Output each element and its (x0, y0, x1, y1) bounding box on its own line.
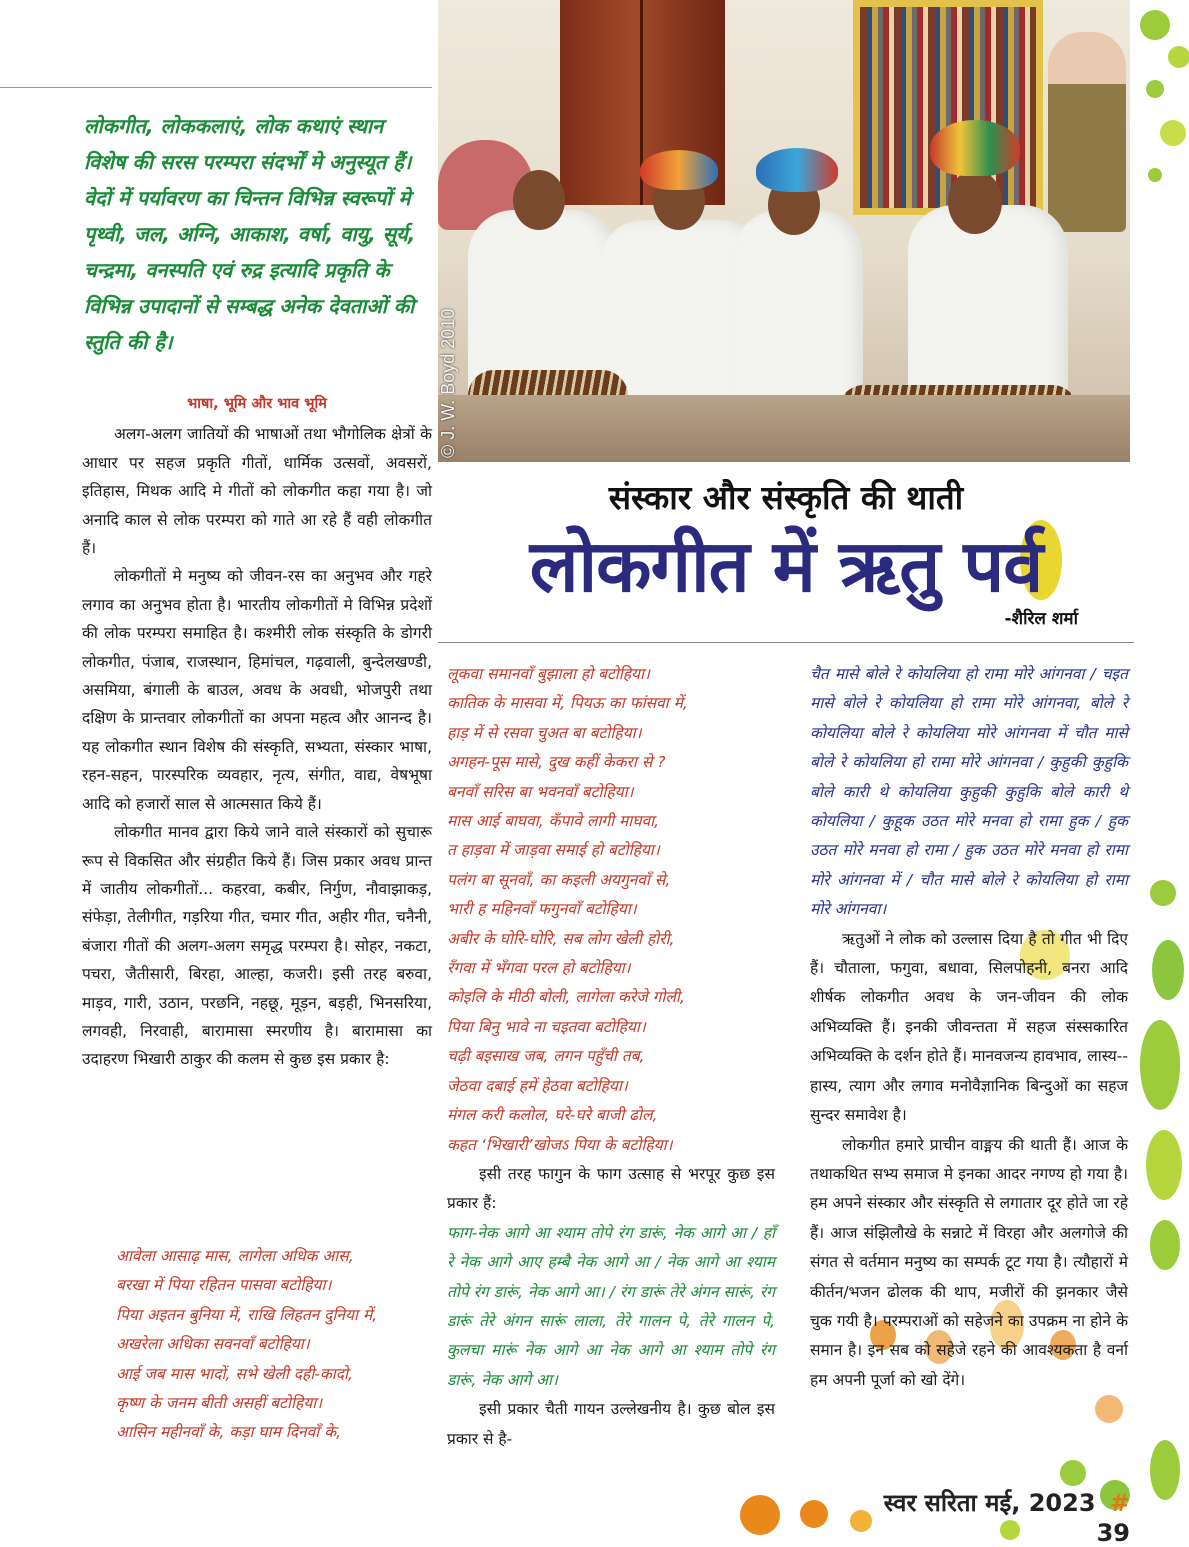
verse-line: कातिक के मासवा में, पियऊ का फांसवा में, (447, 694, 688, 713)
article-title: लोकगीत में ऋतु पर्व (529, 524, 1043, 608)
floor-rug (438, 395, 1130, 462)
verse-line: अखरेला अधिका सवनवाँ बटोहिया। (116, 1335, 310, 1354)
turban (756, 148, 838, 192)
hash-symbol: # (1109, 1489, 1130, 1517)
woman-figure (1048, 32, 1126, 232)
turban (640, 150, 718, 190)
verse-line: पिया बिनु भावे ना चइतवा बटोहिया। (447, 1017, 646, 1036)
left-paragraph-1: अलग-अलग जातियों की भाषाओं तथा भौगोलिक क्षेत्रों के आधार पर सहज प्रकृति गीतों, धार्मिक उत्सवों, अवसरों, इतिहास, मिथक आदि मे गीतों को लोकगीत कहा गया है। जो अनादि काल से लोक परम्परा को गाते आ रहे हैं वही लोकगीत हैं। (82, 425, 432, 558)
fagun-intro-paragraph: इसी तरह फागुन के फाग उत्साह से भरपूर कुछ इस प्रकार हैं: (447, 1164, 775, 1213)
top-divider (0, 87, 432, 88)
baramasa-verse-continued (447, 660, 775, 1160)
verse-line: भारी ह महिनवाँ फगुनवाँ बटोहिया। (447, 900, 637, 919)
left-column (82, 390, 432, 1074)
chaiti-verse: चैत मासे बोले रे कोयलिया हो रामा मोरे आंगनवा / चइत मासे बोले रे कोयलिया हो रामा मोरे आंगनवा, बोले रे कोयलिया बोले रे कोयलिया मोरे आंगनवा में चौत मासे बोले रे कोयलिया हो रामा मोरे आंगनवा / कुहुकी कुहुकि बोले कारी थे कोयलिया कुहुकी कुहुकि बोले कारी थे कोयलिया / कुहूक उठत मोरे मनवा हो रामा हुक / हुक उठत मोरे मनवा हो रामा / हुक उठत मोरे मनवा हो रामा मोरे आंगनवा में / चौत मासे बोले रे कोयलिया हो रामा मोरे आंगनवा। (810, 665, 1128, 919)
left-paragraph-2: लोकगीतों मे मनुष्य को जीवन-रस का अनुभव और गहरे लगाव का अनुभव होता है। भारतीय लोकगीतों मे विभिन्न प्रदेशों की लोक परम्परा समाहित है। कश्मीरी लोक संस्कृति के डोगरी लोकगीत, पंजाब, राजस्थान, हिमांचल, गढ़वाली, बुन्देलखण्डी, असमिया, बंगाली के बाउल, अवध के अवधी, भोजपुरी तथा दक्षिण के प्रान्तवार लोकगीतों का अपना महत्व और आनन्द है। यह लोकगीत स्थान विशेष की संस्कृति, सभ्यता, संस्कार भाषा, रहन-सहन, पारस्परिक व्यवहार, नृत्य, संगीत, वाद्य, वेषभूषा आदि को हजारों साल से आत्मसात किये हैं। (82, 567, 432, 813)
verse-line: चढ़ी बइसाख जब, लगन पहुँची तब, (447, 1047, 645, 1066)
verse-line: जेठवा दबाई हमें हेठवा बटोहिया। (447, 1076, 628, 1095)
verse-line: लूकवा समानवाँ बुझाला हो बटोहिया। (447, 665, 650, 683)
middle-column (447, 660, 775, 1454)
verse-line: आसिन महीनवाँ के, कड़ा घाम दिनवाँ के, (116, 1423, 342, 1442)
section-subheading: भाषा, भूमि और भाव भूमि (187, 396, 327, 412)
photo-credit: © J. W. Boyd 2010 (438, 308, 458, 458)
musician-face (948, 170, 1002, 234)
musician-face (513, 170, 565, 230)
verse-line: मास आई बाघवा, कँपावे लागी माघवा, (447, 812, 660, 831)
verse-line: अबीर के घोरि-घोरि, सब लोग खेली होरी, (447, 929, 675, 948)
verse-line: मंगल करी कलोल, घरे-घरे बाजी ढोल, (447, 1106, 658, 1125)
page-number: 39 (1096, 1519, 1130, 1547)
page-footer (880, 1486, 1130, 1547)
bookshelf-shape (853, 0, 1043, 215)
right-column (810, 660, 1128, 1395)
baramasa-verse (116, 1242, 436, 1448)
magazine-issue: स्वर सरिता मई, 2023 (883, 1489, 1096, 1517)
verse-line: त हाड़वा में जाड़वा समाई हो बटोहिया। (447, 841, 660, 860)
left-paragraph-3: लोकगीत मानव द्वारा किये जाने वाले संस्कारों को सुचारू रूप से विकसित और संग्रहीत किये हैं। जिस प्रकार अवध प्रान्त में जातीय लोकगीतों... कहरवा, कबीर, निर्गुण, नौवाझाकड़, संफेड़ा, तेलीगीत, गड़रिया गीत, चमार गीत, अहीर गीत, चनैनी, बंजारा गीतों की अलग-अलग समृद्ध परम्परा है। सोहर, नकटा, पचरा, जैतीसारी, बिरहा, आल्हा, कजरी। इसी तरह बरुवा, माड़व, गारी, उठान, परछनि, नहछू, मूड़न, बड़ही, भिनसरिया, लगवही, निरवाही, बारामासा स्मरणीय है। बारामासा का उदाहरण भिखारी ठाकुर की कलम से कुछ इस प्रकार है: (82, 823, 432, 1069)
verse-line: कहत ‘भिखारी’खोजऽ पिया के बटोहिया। (447, 1135, 673, 1154)
musicians-photo (438, 0, 1130, 462)
verse-line: पिया अइतन बुनिया में, राखि लिहतन दुनिया में, (116, 1305, 378, 1324)
fag-verse: फाग-नेक आगे आ श्याम तोपे रंग डारूं, नेक आगे आ / हाँ रे नेक आगे आए हम्बै नेक आगे आ / नेक आगे आ श्याम तोपे रंग डारूं, नेक आगे आ। / रंग डारूं तेरे अंगन सारूं, रंग डारूं तेरे अंगन सारूं लाला, तेरे गालन पे, तेरे गालन पे, कुलचा मारूं नेक आगे आ नेक आगे आ श्याम तोपे रंग डारूं, नेक आगे आ। (447, 1223, 775, 1389)
turban (930, 120, 1020, 176)
verse-line: पलंग बा सूनवाँ, का कइली अयगुनवाँ से, (447, 870, 671, 889)
headline-divider (438, 642, 1134, 643)
right-paragraph-2: लोकगीत हमारे प्राचीन वाङ्मय की थाती हैं। आज के तथाकथित सभ्य समाज मे इनका आदर नगण्य हो गया है। हम अपने संस्कार और संस्कृति से लगातार दूर होते जा रहे हैं। आज संझिलौखे के सन्नाटे में विरहा और अलगोजे की संगत से वर्तमान मनुष्य का सम्पर्क टूट गया है। त्यौहारों मे कीर्तन/भजन ढोलक की थाप, मजीरों की झनकार जैसे चुक गयी है। परम्पराओं को सहेजने का उपक्रम ना होने के समान है। इन सब को सहेजे रहने की आवश्यकता है वर्ना हम अपनी पूर्जा को खो देंगे। (810, 1135, 1128, 1389)
verse-line: आवेला आसाढ़ मास, लागेला अधिक आस, (116, 1247, 354, 1265)
verse-line: कृष्ण के जनम बीती असहीं बटोहिया। (116, 1394, 323, 1413)
verse-line: अगहन-पूस मासे, दुख कहीं केकरा से ? (447, 753, 666, 772)
verse-line: रँगवा में भँगवा परल हो बटोहिया। (447, 959, 631, 978)
verse-line: बनवाँ सरिस बा भवनवाँ बटोहिया। (447, 782, 634, 801)
musician-figure (733, 210, 863, 410)
verse-line: आई जब मास भादों, सभे खेली दही-कादो, (116, 1364, 353, 1383)
verse-line: हाड़ में से रसवा चुअत बा बटोहिया। (447, 723, 642, 742)
chaiti-intro-paragraph: इसी प्रकार चैती गायन उल्लेखनीय है। कुछ बोल इस प्रकार से है- (447, 1400, 775, 1448)
intro-pull-quote: लोकगीत, लोककलाएं, लोक कथाएं स्थान विशेष की सरस परम्परा संदर्भों मे अनुस्यूत हैं। वेदों में पर्यावरण का चिन्तन विभिन्न स्वरूपों मे पृथ्वी, जल, अग्नि, आकाश, वर्षा, वायु, सूर्य, चन्द्रमा, वनस्पति एवं रुद्र इत्यादि प्रकृति के विभिन्न उपादानों से सम्बद्ध अनेक देवताओं की स्तुति की है। (84, 114, 416, 354)
article-kicker: संस्कार और संस्कृति की थाती (608, 478, 964, 517)
verse-line: बरखा में पिया रहितन पासवा बटोहिया। (116, 1276, 332, 1295)
article-author: -शैरिल शर्मा (1004, 609, 1078, 629)
verse-line: कोइलि के मीठी बोली, लागेला करेजे गोली, (447, 988, 685, 1007)
right-paragraph-1: ऋतुओं ने लोक को उल्लास दिया है तो गीत भी दिए हैं। चौताला, फगुवा, बधावा, सिलपोहनी, बनरा आदि शीर्षक लोकगीत अवध के जन-जीवन की लोक अभिव्यक्ति हैं। इनकी जीवन्तता में सहज संस्सकारित अभिव्यक्ति के दर्शन होते हैं। मानवजन्य हावभाव, लास्य--हास्य, त्याग और लगाव मनोवैज्ञानिक बिन्दुओं का सहज सुन्दर समावेश है। (810, 929, 1128, 1125)
